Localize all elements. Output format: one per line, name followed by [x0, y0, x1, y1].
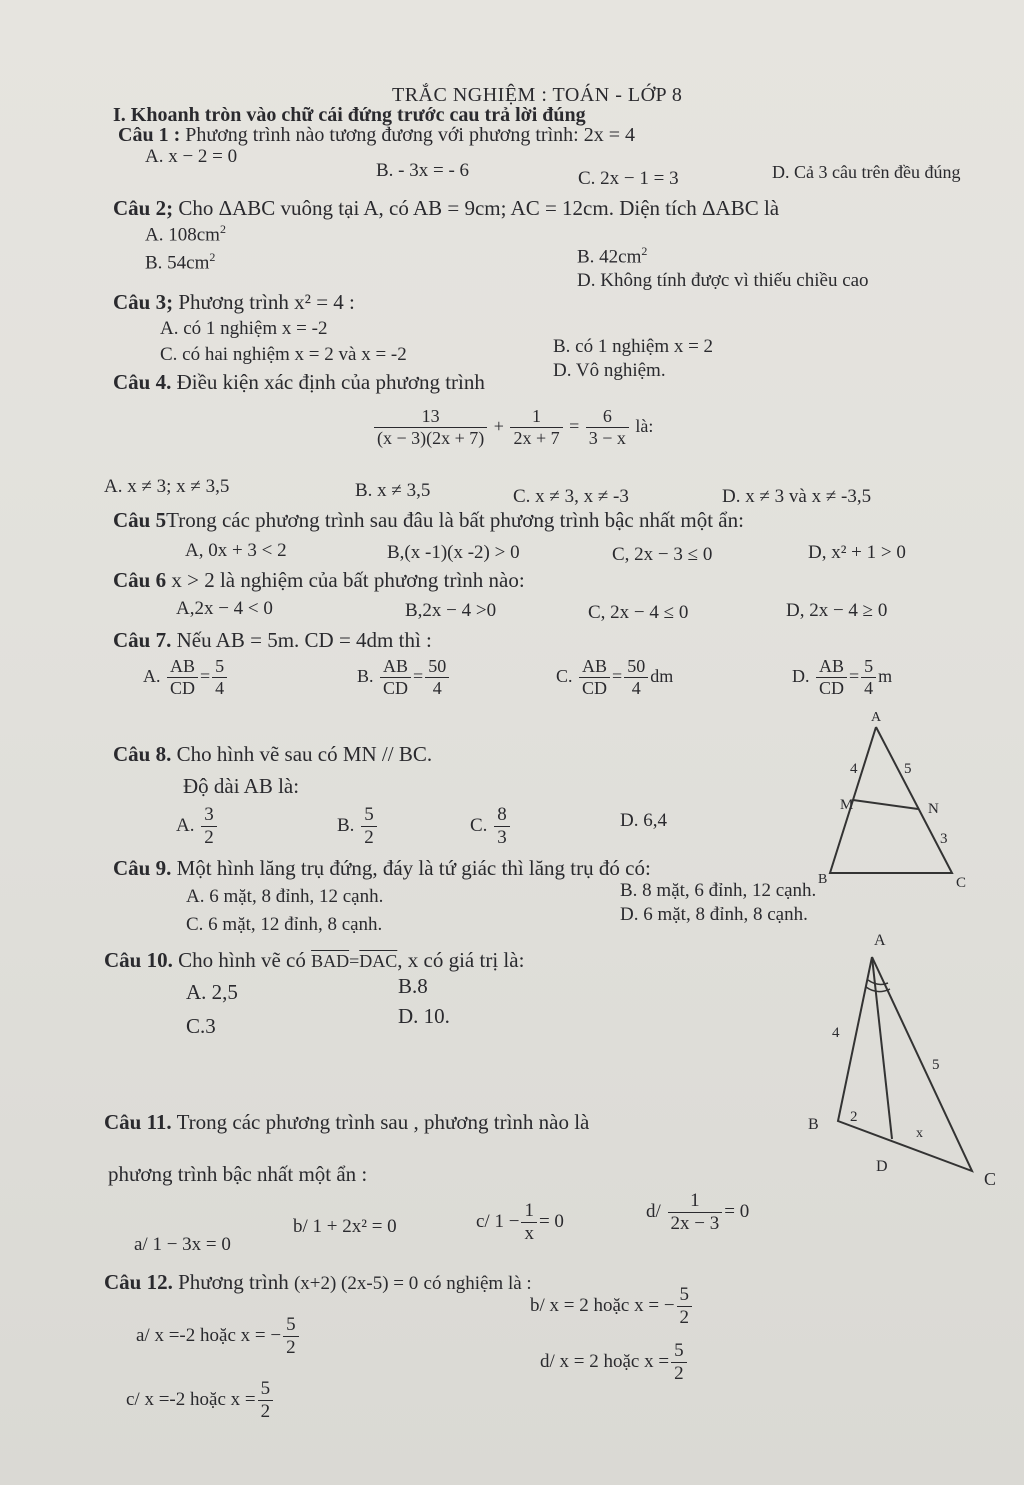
question-12 — [104, 1270, 532, 1295]
question-text: x > 2 là nghiệm của bất phương trình nào: — [171, 568, 525, 592]
q8-option-d[interactable]: D. 6,4 — [620, 810, 667, 831]
option-letter: C. — [556, 665, 573, 686]
denominator: 4 — [432, 677, 442, 698]
vertex-b-label: B — [808, 1116, 819, 1133]
q3-option-b[interactable]: B. có 1 nghiệm x = 2 — [553, 336, 714, 357]
option-text: c/ x =-2 hoặc x = — [126, 1389, 256, 1411]
question-label: Câu 2; — [113, 196, 174, 220]
q8-triangle-figure — [810, 705, 980, 895]
denominator: 3 − x — [588, 427, 626, 448]
question-8-subtext: Độ dài AB là: — [183, 774, 300, 798]
q8-option-c[interactable] — [470, 804, 512, 850]
q4-option-c[interactable]: C. x ≠ 3, x ≠ -3 — [513, 486, 629, 507]
unit: m — [878, 665, 893, 686]
exponent: 2 — [209, 250, 216, 264]
question-3 — [113, 290, 355, 315]
numerator: 50 — [624, 656, 648, 678]
option-letter: B. — [337, 815, 355, 837]
numerator: 6 — [586, 406, 629, 428]
question-7 — [113, 628, 432, 653]
exponent: 2 — [219, 222, 226, 236]
equals-sign: = — [569, 415, 580, 436]
question-label: Câu 8. — [113, 742, 172, 766]
question-label: Câu 7. — [113, 628, 172, 652]
q5-option-b[interactable]: B,(x -1)(x -2) > 0 — [387, 542, 520, 563]
length-ac-label: 5 — [932, 1057, 940, 1073]
q12-option-c[interactable] — [126, 1378, 275, 1424]
q1-option-d[interactable]: D. Cả 3 câu trên đều đúng — [772, 162, 961, 182]
denominator: 4 — [631, 677, 641, 698]
fraction — [671, 1340, 687, 1386]
angle-dac: $\overline{DAC}$ — [359, 951, 398, 971]
point-m-label: M — [840, 797, 854, 813]
question-text: Điều kiện xác định của phương trình — [176, 370, 485, 394]
q8-option-a[interactable] — [176, 804, 219, 850]
denominator: 2 — [674, 1362, 684, 1384]
question-text: Trong các phương trình sau đâu là bất phương trình bậc nhất một ẩn: — [166, 508, 744, 532]
vertex-a-label: A — [874, 932, 886, 949]
question-8 — [113, 742, 432, 767]
question-label: Câu 3; — [113, 290, 174, 314]
numerator: AB — [380, 656, 411, 678]
vertex-c-label: C — [984, 1169, 997, 1189]
numerator: 5 — [671, 1340, 687, 1363]
option-letter: A. — [143, 665, 161, 686]
q1-option-b[interactable]: B. - 3x = - 6 — [376, 160, 470, 181]
question-label: Câu 1 : — [118, 124, 181, 146]
numerator: 1 — [668, 1190, 723, 1213]
question-label: Câu 5 — [113, 508, 167, 532]
q7-option-b[interactable]: B. $\frac{AB}{CD}$ = $\frac{50}{4}$ — [357, 656, 451, 699]
q8-option-b[interactable] — [337, 804, 379, 850]
question-10 — [104, 948, 524, 973]
fraction — [510, 406, 562, 449]
question-label: Câu 9. — [113, 856, 172, 880]
fraction — [494, 804, 510, 850]
plus-sign: + — [493, 415, 504, 436]
question-text: Cho hình vẽ sau có MN // BC. — [176, 742, 433, 766]
fraction — [212, 656, 227, 699]
length-an-label: 5 — [904, 761, 912, 777]
numerator: 5 — [258, 1378, 274, 1401]
denominator: 2x − 3 — [670, 1212, 720, 1234]
option-letter: A. — [176, 815, 195, 837]
q9-option-b[interactable]: B. 8 mặt, 6 đỉnh, 12 cạnh. — [620, 880, 817, 901]
fraction — [624, 656, 648, 699]
denominator: 2 — [286, 1336, 296, 1358]
fraction — [380, 656, 411, 699]
q6-option-c[interactable]: C, 2x − 4 ≤ 0 — [588, 602, 689, 623]
q2-option-a[interactable] — [145, 222, 226, 246]
numerator: 1 — [510, 406, 562, 428]
length-dc-label: x — [916, 1126, 923, 1141]
question-text: Một hình lăng trụ đứng, đáy là tứ giác thì lăng trụ đó có: — [176, 856, 651, 880]
denominator: 3 — [497, 826, 507, 848]
vertex-b-label: B — [818, 872, 828, 887]
numerator: 5 — [212, 656, 227, 678]
q10-triangle-figure — [800, 925, 1010, 1190]
q5-option-a[interactable]: A, 0x + 3 < 2 — [185, 540, 287, 561]
q11-option-a[interactable]: a/ 1 − 3x = 0 — [134, 1234, 231, 1255]
numerator: AB — [816, 656, 847, 678]
numerator: 5 — [283, 1314, 299, 1337]
q12-option-d[interactable] — [540, 1340, 689, 1386]
option-tail: = 0 — [724, 1201, 750, 1223]
question-11-subtext: phương trình bậc nhất một ẩn : — [108, 1162, 368, 1186]
question-text: Phương trình nào tương đương với phương trình: 2x = 4 — [185, 124, 635, 146]
fraction — [579, 656, 610, 699]
question-label: Câu 11. — [104, 1110, 172, 1134]
unit: dm — [650, 665, 674, 686]
point-n-label: N — [928, 801, 939, 817]
numerator: 8 — [494, 804, 510, 827]
q4-option-a[interactable]: A. x ≠ 3; x ≠ 3,5 — [104, 476, 230, 497]
denominator: 2 — [364, 826, 374, 848]
q2-option-c[interactable] — [577, 244, 647, 268]
numerator: 50 — [425, 656, 449, 678]
q10-option-a[interactable]: A. 2,5 — [186, 980, 238, 1004]
q9-option-a[interactable]: A. 6 mặt, 8 đỉnh, 12 cạnh. — [186, 886, 384, 907]
angle-bad: $\overline{BAD}$ — [311, 951, 350, 971]
fraction — [521, 1200, 537, 1246]
q1-option-c[interactable]: C. 2x − 1 = 3 — [578, 168, 679, 189]
option-text: A. 108cm — [145, 224, 220, 246]
q5-option-d[interactable]: D, x² + 1 > 0 — [808, 542, 906, 563]
q10-option-b[interactable]: B.8 — [398, 974, 428, 998]
q7-option-c[interactable]: C. $\frac{AB}{CD}$ = $\frac{50}{4}$ dm — [556, 656, 674, 698]
q2-option-d[interactable]: D. Không tính được vì thiếu chiều cao — [577, 270, 869, 291]
section-heading: I. Khoanh tròn vào chữ cái đứng trước cau trả lời đúng — [113, 104, 586, 126]
fraction — [201, 804, 217, 850]
fraction — [425, 656, 449, 699]
denominator: 2 — [204, 826, 214, 848]
fraction — [258, 1378, 274, 1424]
denominator: CD — [819, 677, 845, 698]
question-text: Phương trình — [178, 1270, 289, 1294]
q9-option-d[interactable]: D. 6 mặt, 8 đỉnh, 8 cạnh. — [620, 904, 808, 925]
numerator: 5 — [861, 656, 876, 678]
fraction — [167, 656, 198, 699]
q5-option-c[interactable]: C, 2x − 3 ≤ 0 — [612, 544, 713, 565]
denominator: CD — [582, 677, 608, 698]
option-text: B. 42cm — [577, 246, 642, 268]
length-ab-label: 4 — [832, 1025, 840, 1041]
question-5 — [113, 508, 744, 533]
option-letter: C. — [470, 815, 488, 837]
denominator: CD — [170, 677, 196, 698]
numerator: AB — [579, 656, 610, 678]
q3-option-c[interactable]: C. có hai nghiệm x = 2 và x = -2 — [160, 344, 407, 365]
q12-option-b[interactable] — [530, 1284, 694, 1330]
q6-option-d[interactable]: D, 2x − 4 ≥ 0 — [786, 600, 888, 621]
q12-option-a[interactable] — [136, 1314, 301, 1360]
option-text: d/ x = 2 hoặc x = — [540, 1351, 670, 1373]
question-text: Trong các phương trình sau , phương trình nào là — [176, 1110, 590, 1134]
q11-option-c[interactable] — [476, 1200, 564, 1246]
option-text: a/ x =-2 hoặc x = − — [136, 1325, 282, 1347]
triangle-abc — [838, 957, 972, 1171]
q4-equation — [372, 406, 653, 449]
angle-arc-mark — [868, 980, 888, 984]
q9-option-c[interactable]: C. 6 mặt, 12 đỉnh, 8 cạnh. — [186, 914, 383, 935]
q7-option-a[interactable]: A. $\frac{AB}{CD}$ = $\frac{5}{4}$ — [143, 656, 229, 699]
denominator: CD — [383, 677, 409, 698]
q11-option-d[interactable] — [646, 1190, 749, 1236]
question-11 — [104, 1110, 589, 1135]
question-label: Câu 4. — [113, 370, 172, 394]
question-text: Nếu AB = 5m. CD = 4dm thì : — [176, 628, 432, 652]
option-tail: = 0 — [538, 1211, 564, 1233]
fraction — [861, 656, 876, 699]
numerator: AB — [167, 656, 198, 678]
exponent: 2 — [641, 244, 648, 258]
numerator: 13 — [374, 406, 487, 428]
q4-option-b[interactable]: B. x ≠ 3,5 — [355, 480, 431, 501]
question-label: Câu 6 — [113, 568, 167, 592]
question-9 — [113, 856, 651, 881]
question-label: Câu 12. — [104, 1270, 173, 1294]
segment-mn — [853, 800, 918, 809]
question-6 — [113, 568, 525, 593]
question-2 — [113, 196, 779, 221]
denominator: 2 — [679, 1306, 690, 1328]
option-letter: c/ 1 − — [476, 1211, 520, 1233]
q3-option-d[interactable]: D. Vô nghiệm. — [553, 360, 666, 381]
numerator: 5 — [677, 1284, 693, 1307]
option-text: b/ x = 2 hoặc x = − — [530, 1295, 675, 1317]
page-title: TRẮC NGHIỆM : TOÁN - LỚP 8 — [392, 84, 683, 106]
point-d-label: D — [876, 1158, 888, 1175]
fraction — [361, 804, 377, 850]
question-text: Phương trình x² = 4 : — [178, 290, 355, 314]
fraction — [668, 1190, 723, 1236]
q2-option-b[interactable] — [145, 250, 215, 274]
denominator: (x − 3)(2x + 7) — [377, 427, 485, 448]
length-am-label: 4 — [850, 761, 858, 777]
equation-tail: là: — [635, 415, 654, 436]
option-text: B. 54cm — [145, 252, 210, 274]
q4-option-d[interactable]: D. x ≠ 3 và x ≠ -3,5 — [722, 486, 872, 507]
option-letter: d/ — [646, 1201, 661, 1223]
question-text: Cho ΔABC vuông tại A, có AB = 9cm; AC = 12cm. Diện tích ΔABC là — [178, 196, 780, 220]
question-text: , x có giá trị là: — [397, 948, 525, 972]
q11-option-b[interactable]: b/ 1 + 2x² = 0 — [293, 1216, 397, 1237]
denominator: x — [524, 1222, 534, 1244]
denominator: 2x + 7 — [513, 427, 560, 448]
q3-option-a[interactable]: A. có 1 nghiệm x = -2 — [160, 318, 328, 339]
vertex-c-label: C — [956, 875, 967, 891]
numerator: 1 — [521, 1200, 537, 1223]
numerator: 5 — [361, 804, 377, 827]
q6-option-b[interactable]: B,2x − 4 >0 — [405, 600, 497, 621]
question-tail: có nghiệm là : — [423, 1273, 532, 1294]
denominator: 4 — [864, 677, 874, 698]
q6-option-a[interactable]: A,2x − 4 < 0 — [176, 598, 273, 619]
fraction — [586, 406, 629, 449]
option-letter: D. — [792, 665, 810, 686]
vertex-a-label: A — [870, 710, 882, 725]
length-bd-label: 2 — [850, 1109, 858, 1125]
option-letter: B. — [357, 665, 374, 686]
question-1 — [118, 124, 635, 147]
q10-option-d[interactable]: D. 10. — [398, 1004, 450, 1028]
question-text: Cho hình vẽ có — [178, 948, 306, 972]
q10-option-c[interactable]: C.3 — [186, 1014, 216, 1038]
equation: (x+2) (2x-5) = 0 — [293, 1273, 419, 1294]
denominator: 2 — [260, 1400, 271, 1422]
q1-option-a[interactable]: A. x − 2 = 0 — [145, 146, 238, 167]
q7-option-d[interactable]: D. $\frac{AB}{CD}$ = $\frac{5}{4}$ m — [792, 656, 893, 698]
length-nc-label: 3 — [940, 831, 948, 847]
denominator: 4 — [215, 677, 225, 698]
fraction — [374, 406, 487, 449]
question-4 — [113, 370, 485, 395]
numerator: 3 — [201, 804, 217, 827]
equals-sign: = — [349, 951, 360, 971]
fraction — [677, 1284, 693, 1330]
question-label: Câu 10. — [104, 948, 173, 972]
fraction — [816, 656, 847, 699]
fraction — [283, 1314, 299, 1360]
